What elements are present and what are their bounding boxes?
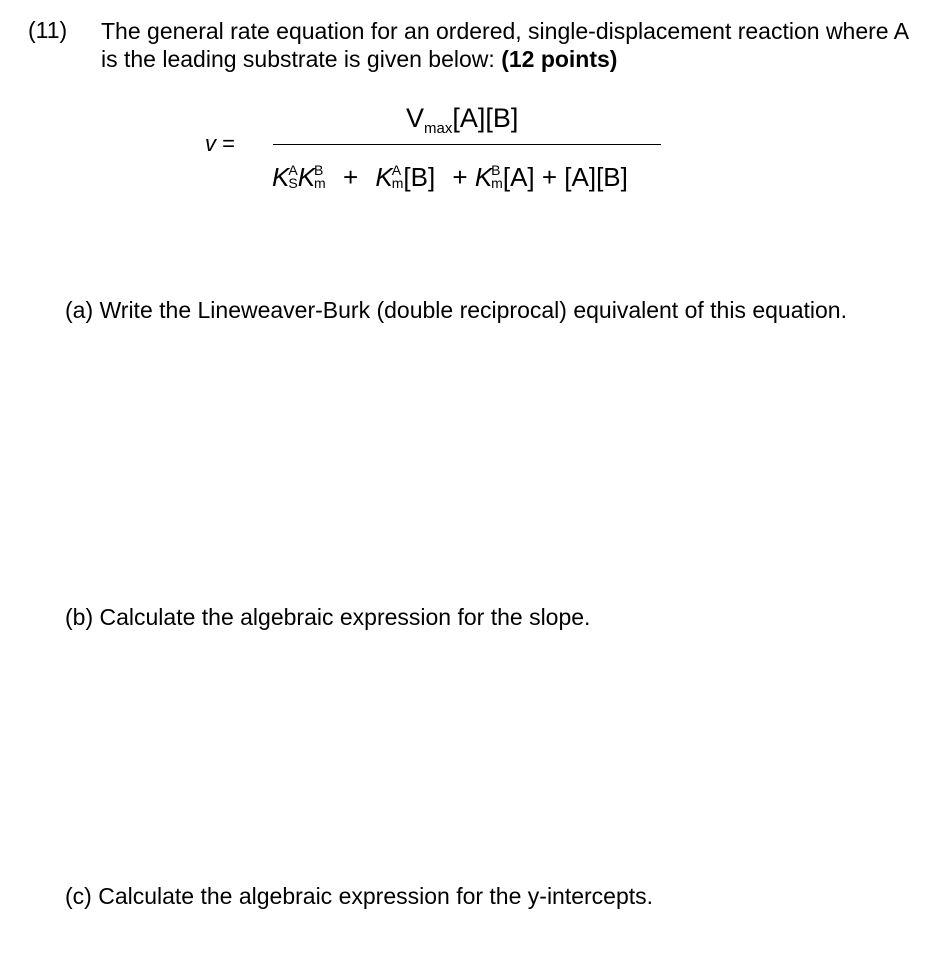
question-number: (11): [28, 17, 68, 43]
km-a-symbol: K: [375, 162, 393, 192]
ks-a-sup: A: [288, 162, 298, 179]
km-b-sub-1: m: [314, 175, 326, 192]
part-b-prompt: (b) Calculate the algebraic expression for the slope.: [65, 604, 591, 630]
km-b-scripts-1: [314, 164, 326, 190]
term4-concentrations: [A][B]: [564, 162, 628, 192]
equation-lhs: [205, 131, 235, 157]
km-b-symbol-1: K: [297, 162, 316, 192]
ks-a-sub: S: [288, 175, 298, 192]
km-a-sub: m: [391, 175, 404, 192]
question-stem: [101, 17, 921, 73]
term2-concentration: [B]: [403, 162, 436, 192]
fraction-bar: [273, 144, 661, 145]
term3-concentration: [A]: [502, 162, 535, 192]
km-b-sup-1: B: [314, 162, 324, 179]
plus-sign-2: +: [452, 162, 468, 192]
question-points: (12 points): [501, 46, 618, 72]
ks-a-symbol: K: [272, 162, 290, 192]
equation-numerator: [406, 103, 519, 137]
part-c-prompt: (c) Calculate the algebraic expression for the y-intercepts.: [65, 883, 654, 909]
equals-sign: =: [222, 131, 235, 156]
part-a-prompt: (a) Write the Lineweaver-Burk (double reciprocal) equivalent of this equation.: [65, 297, 847, 323]
vmax-subscript: max: [424, 120, 453, 137]
plus-sign-1: +: [342, 162, 359, 192]
velocity-symbol: v: [205, 131, 216, 156]
numerator-concentrations: [A][B]: [452, 103, 519, 133]
km-b-scripts-2: [491, 164, 503, 190]
ks-a-scripts: [288, 164, 297, 190]
question-stem-text: The general rate equation for an ordered, single-displacement reaction where A is the leading substrate is given below:: [101, 18, 908, 72]
km-b-symbol-2: K: [474, 162, 493, 192]
vmax-symbol: V: [406, 103, 425, 133]
km-a-sup: A: [391, 162, 402, 179]
km-b-sub-2: m: [491, 175, 503, 192]
km-b-sup-2: B: [491, 162, 501, 179]
plus-sign-3: +: [541, 162, 558, 192]
equation-denominator: [272, 162, 628, 193]
km-a-scripts: [392, 164, 404, 190]
